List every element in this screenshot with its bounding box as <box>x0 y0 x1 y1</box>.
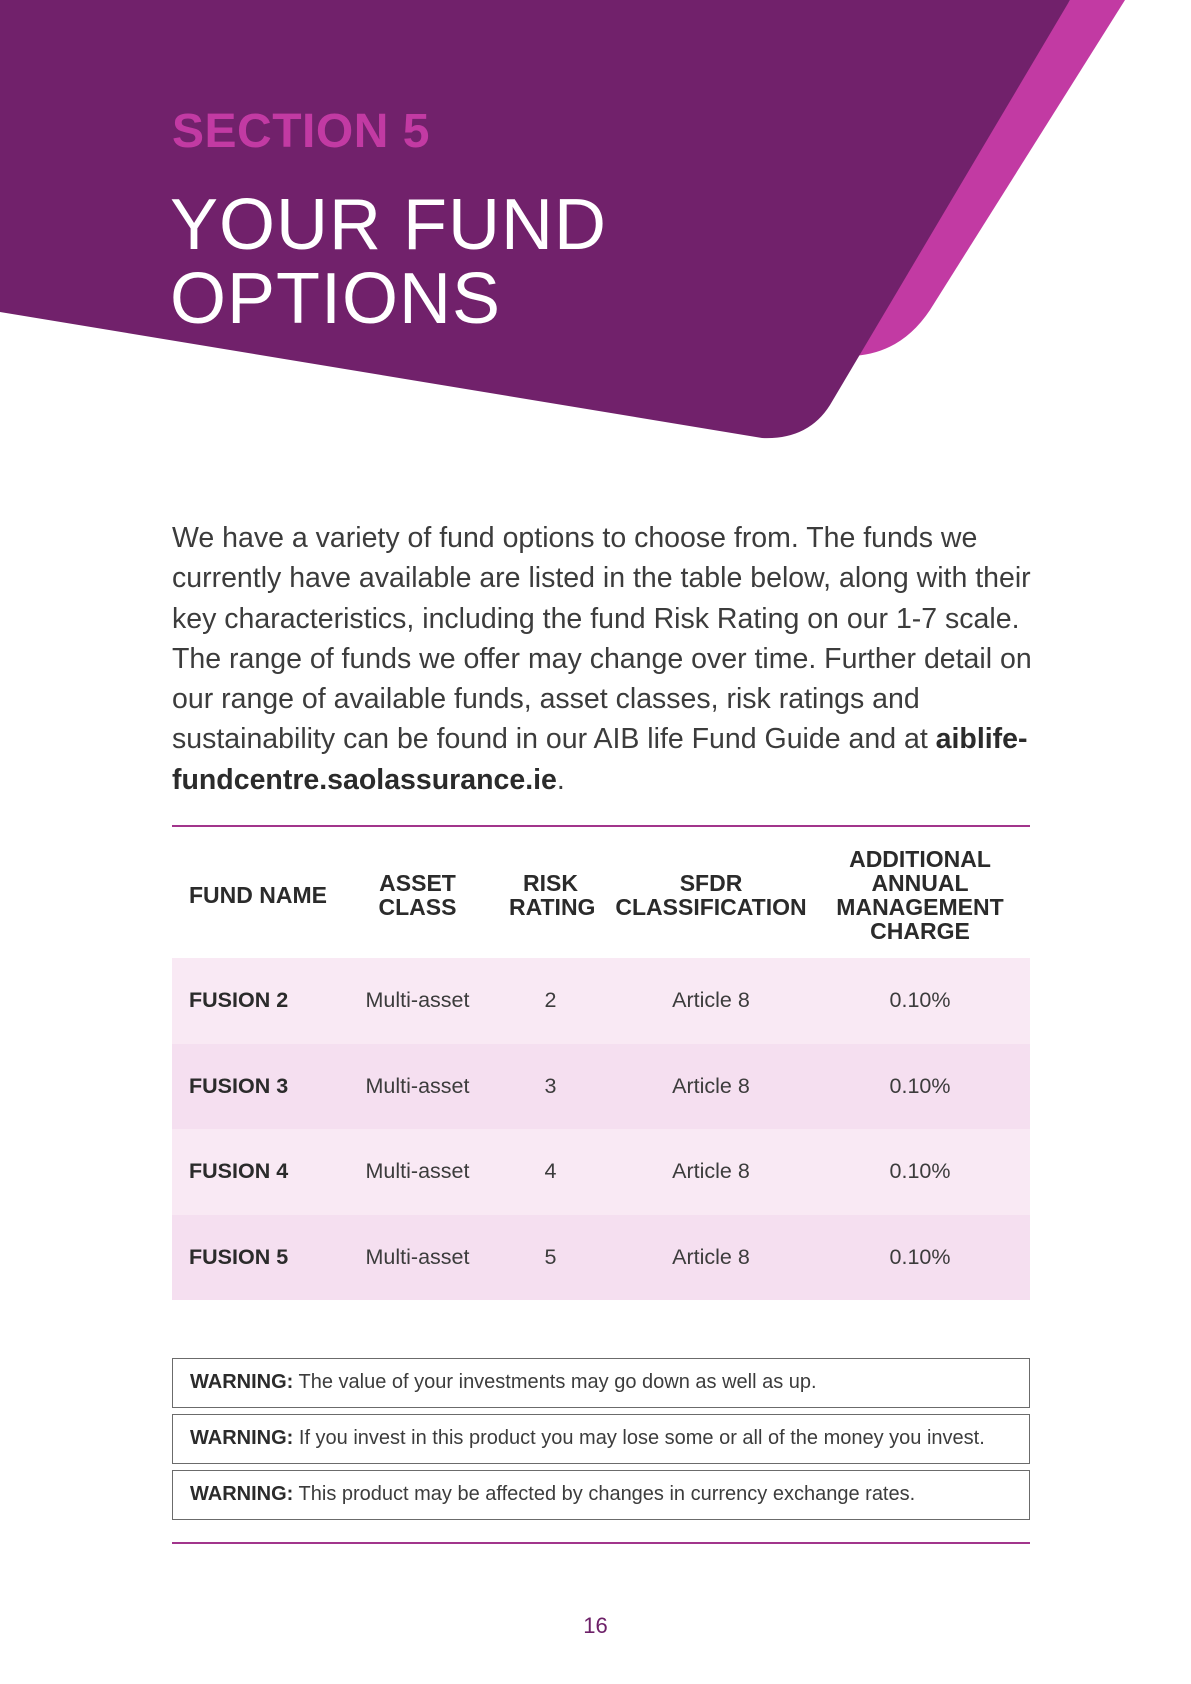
warning-box <box>172 1470 1030 1520</box>
intro-text: We have a variety of fund options to choose from. The funds we currently have available are listed in the table below, along with their key characteristics, including the fund Risk Rating on our 1-7 scale. The range of funds we offer may change over time. Further detail on our range of available funds, asset classes, risk ratings and sustainability can be found in our AIB life Fund Guide and at <box>172 522 1032 756</box>
warning-text: This product may be affected by changes in currency exchange rates. <box>298 1483 916 1505</box>
header-fund-name: FUND NAME <box>189 882 327 908</box>
charge-cell: 0.10% <box>810 1044 1030 1130</box>
charge-cell: 0.10% <box>810 1129 1030 1215</box>
risk-rating-cell: 3 <box>489 1044 612 1130</box>
sfdr-cell: Article 8 <box>612 1044 810 1130</box>
charge-cell: 0.10% <box>810 1215 1030 1301</box>
fund-name-cell: FUSION 2 <box>172 958 346 1044</box>
asset-class-cell: Multi-asset <box>346 1044 489 1130</box>
fund-name-cell: FUSION 4 <box>172 1129 346 1215</box>
sfdr-cell: Article 8 <box>612 1215 810 1301</box>
fund-name-cell: FUSION 5 <box>172 1215 346 1301</box>
table-row <box>172 1215 1030 1301</box>
warning-text: If you invest in this product you may lose some or all of the money you invest. <box>298 1427 985 1449</box>
footer-rule <box>172 1542 1030 1544</box>
sfdr-cell: Article 8 <box>612 1129 810 1215</box>
warning-label: WARNING: <box>190 1483 294 1505</box>
header-risk-rating: RISK RATING <box>509 870 596 920</box>
warning-label: WARNING: <box>190 1371 294 1393</box>
intro-end: . <box>556 763 565 796</box>
fund-name-cell: FUSION 3 <box>172 1044 346 1130</box>
header-asset-class: ASSET CLASS <box>378 870 457 920</box>
table-header-row <box>172 832 1030 958</box>
sfdr-cell: Article 8 <box>612 958 810 1044</box>
asset-class-cell: Multi-asset <box>346 1215 489 1301</box>
table-top-rule <box>172 825 1030 827</box>
fund-table <box>172 832 1030 1300</box>
table-row <box>172 958 1030 1044</box>
warning-text: The value of your investments may go down as well as up. <box>298 1371 817 1393</box>
page-title <box>170 185 607 339</box>
charge-cell: 0.10% <box>810 958 1030 1044</box>
page-title-line-2: OPTIONS <box>170 259 502 339</box>
fund-centre-link[interactable]: aiblife-fundcentre.saolassurance.ie <box>172 723 1028 796</box>
risk-rating-cell: 5 <box>489 1215 612 1301</box>
page-title-line-1: YOUR FUND <box>170 185 607 265</box>
warning-label: WARNING: <box>190 1427 294 1449</box>
warning-box <box>172 1358 1030 1408</box>
header-charge: ADDITIONAL ANNUAL MANAGEMENT CHARGE <box>836 846 1004 944</box>
table-row <box>172 1129 1030 1215</box>
intro-paragraph <box>172 518 1032 800</box>
table-row <box>172 1044 1030 1130</box>
header-sfdr: SFDR CLASSIFICATION <box>615 870 807 920</box>
risk-rating-cell: 2 <box>489 958 612 1044</box>
section-label: SECTION 5 <box>172 105 430 158</box>
page-number: 16 <box>583 1613 608 1638</box>
risk-rating-cell: 4 <box>489 1129 612 1215</box>
asset-class-cell: Multi-asset <box>346 1129 489 1215</box>
warning-box <box>172 1414 1030 1464</box>
asset-class-cell: Multi-asset <box>346 958 489 1044</box>
